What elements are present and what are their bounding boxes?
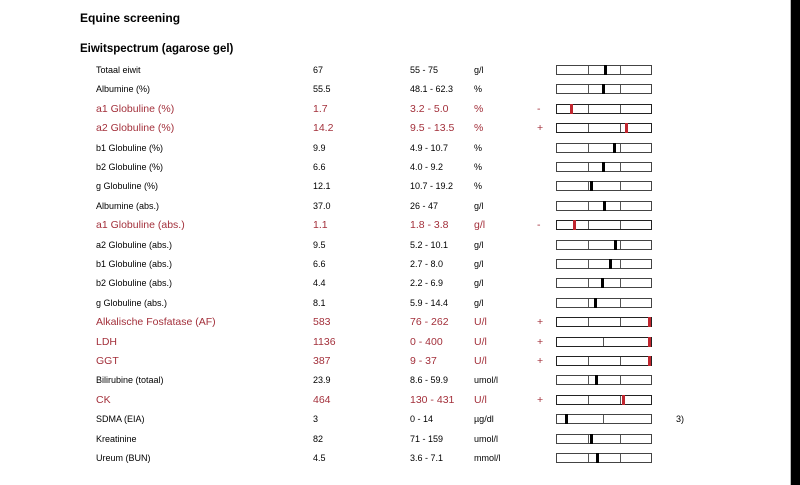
- gauge-marker: [601, 278, 604, 288]
- gauge-tick: [588, 221, 589, 229]
- range-gauge: [556, 453, 652, 463]
- unit: g/l: [474, 297, 484, 308]
- gauge-tick: [588, 454, 589, 462]
- gauge-tick: [588, 124, 589, 132]
- unit: U/l: [474, 393, 487, 406]
- unit: %: [474, 84, 483, 95]
- gauge-tick: [588, 376, 589, 384]
- gauge-tick: [588, 357, 589, 365]
- test-value: 12.1: [313, 181, 331, 192]
- table-row: [0, 391, 790, 410]
- report-title: Equine screening: [80, 11, 181, 25]
- footnote-ref: 3): [676, 414, 685, 425]
- gauge-tick: [620, 124, 621, 132]
- table-row: [0, 430, 790, 449]
- test-name: Totaal eiwit: [96, 65, 141, 75]
- table-row: [0, 236, 790, 255]
- gauge-marker: [590, 181, 593, 191]
- gauge-tick: [620, 260, 621, 268]
- gauge-tick: [620, 144, 621, 152]
- gauge-tick: [620, 376, 621, 384]
- range-gauge: [556, 356, 652, 366]
- gauge-marker: [596, 453, 599, 463]
- gauge-tick: [588, 318, 589, 326]
- gauge-tick: [588, 435, 589, 443]
- reference-range: 48.1 - 62.3: [410, 84, 454, 95]
- test-value: 1.1: [313, 219, 328, 232]
- test-value: 14.2: [313, 122, 334, 135]
- test-value: 82: [313, 433, 324, 444]
- range-gauge: [556, 414, 652, 424]
- unit: %: [474, 162, 483, 172]
- table-row: [0, 119, 790, 138]
- gauge-tick: [620, 85, 621, 93]
- gauge-tick: [620, 299, 621, 307]
- unit: g/l: [474, 200, 484, 211]
- test-value: 583: [313, 316, 331, 329]
- test-name: b2 Globuline (%): [96, 162, 164, 172]
- table-row: [0, 352, 790, 371]
- unit: %: [474, 142, 483, 153]
- test-value: 6.6: [313, 162, 326, 172]
- unit: g/l: [474, 65, 484, 75]
- table-row: [0, 177, 790, 196]
- flag: +: [537, 122, 544, 135]
- range-gauge: [556, 240, 652, 250]
- unit: g/l: [474, 239, 484, 250]
- reference-range: 10.7 - 19.2: [410, 181, 454, 192]
- range-gauge: [556, 434, 652, 444]
- flag: +: [537, 316, 544, 329]
- range-gauge: [556, 220, 652, 230]
- test-value: 4.4: [313, 278, 326, 289]
- test-name: GGT: [96, 355, 119, 367]
- flag: -: [537, 219, 541, 232]
- test-value: 387: [313, 355, 331, 367]
- reference-range: 26 - 47: [410, 200, 439, 211]
- test-name: a1 Globuline (abs.): [96, 219, 185, 232]
- unit: U/l: [474, 316, 487, 329]
- flag: +: [537, 393, 544, 406]
- test-name: Kreatinine: [96, 433, 137, 444]
- unit: umol/l: [474, 375, 499, 386]
- test-name: Ureum (BUN): [96, 453, 151, 463]
- table-row: [0, 274, 790, 293]
- gauge-tick: [620, 357, 621, 365]
- unit: g/l: [474, 278, 484, 289]
- test-value: 1136: [313, 335, 336, 348]
- test-value: 6.6: [313, 259, 326, 269]
- gauge-tick: [588, 144, 589, 152]
- gauge-tick: [588, 260, 589, 268]
- gauge-tick: [588, 105, 589, 113]
- table-row: [0, 449, 790, 468]
- gauge-tick: [588, 163, 589, 171]
- unit: U/l: [474, 335, 487, 348]
- table-row: [0, 158, 790, 177]
- table-row: [0, 371, 790, 390]
- reference-range: 2.7 - 8.0: [410, 259, 444, 269]
- test-value: 67: [313, 65, 324, 75]
- gauge-marker: [602, 162, 605, 172]
- unit: µg/dl: [474, 414, 494, 425]
- test-value: 4.5: [313, 453, 326, 463]
- test-name: b1 Globuline (abs.): [96, 259, 173, 269]
- table-row: [0, 294, 790, 313]
- gauge-marker: [609, 259, 612, 269]
- test-value: 464: [313, 393, 331, 406]
- table-row: [0, 197, 790, 216]
- gauge-marker: [614, 240, 617, 250]
- gauge-tick: [603, 338, 604, 346]
- reference-range: 3.6 - 7.1: [410, 453, 444, 463]
- reference-range: 5.2 - 10.1: [410, 239, 449, 250]
- flag: +: [537, 335, 544, 348]
- reference-range: 4.9 - 10.7: [410, 142, 449, 153]
- gauge-marker: [602, 84, 605, 94]
- gauge-tick: [620, 182, 621, 190]
- test-name: CK: [96, 393, 111, 406]
- reference-range: 4.0 - 9.2: [410, 162, 444, 172]
- test-value: 55.5: [313, 84, 331, 95]
- range-gauge: [556, 375, 652, 385]
- gauge-marker: [648, 337, 651, 347]
- range-gauge: [556, 84, 652, 94]
- reference-range: 1.8 - 3.8: [410, 219, 449, 232]
- test-name: g Globuline (abs.): [96, 297, 168, 308]
- gauge-tick: [620, 396, 621, 404]
- range-gauge: [556, 395, 652, 405]
- unit: %: [474, 102, 484, 115]
- gauge-marker: [648, 356, 651, 366]
- flag: +: [537, 355, 544, 367]
- test-name: a2 Globuline (%): [96, 122, 175, 135]
- test-name: SDMA (EIA): [96, 414, 145, 425]
- section-heading: Eiwitspectrum (agarose gel): [80, 43, 234, 55]
- test-value: 8.1: [313, 297, 326, 308]
- gauge-tick: [620, 318, 621, 326]
- test-name: b1 Globuline (%): [96, 142, 164, 153]
- test-name: Bilirubine (totaal): [96, 375, 164, 386]
- range-gauge: [556, 201, 652, 211]
- test-value: 23.9: [313, 375, 331, 386]
- test-name: b2 Globuline (abs.): [96, 278, 173, 289]
- unit: %: [474, 122, 484, 135]
- unit: %: [474, 181, 483, 192]
- gauge-tick: [620, 202, 621, 210]
- table-row: [0, 333, 790, 352]
- range-gauge: [556, 337, 652, 347]
- test-value: 37.0: [313, 200, 331, 211]
- gauge-tick: [588, 182, 589, 190]
- range-gauge: [556, 162, 652, 172]
- gauge-tick: [588, 66, 589, 74]
- gauge-tick: [588, 241, 589, 249]
- unit: mmol/l: [474, 453, 501, 463]
- reference-range: 9.5 - 13.5: [410, 122, 455, 135]
- gauge-tick: [620, 163, 621, 171]
- gauge-tick: [620, 435, 621, 443]
- table-row: [0, 313, 790, 332]
- flag: -: [537, 102, 541, 115]
- reference-range: 9 - 37: [410, 355, 437, 367]
- range-gauge: [556, 181, 652, 191]
- table-row: [0, 80, 790, 99]
- gauge-tick: [588, 85, 589, 93]
- table-row: [0, 139, 790, 158]
- gauge-marker: [565, 414, 568, 424]
- gauge-tick: [620, 221, 621, 229]
- unit: umol/l: [474, 433, 499, 444]
- range-gauge: [556, 317, 652, 327]
- gauge-tick: [620, 454, 621, 462]
- gauge-tick: [620, 241, 621, 249]
- reference-range: 2.2 - 6.9: [410, 278, 444, 289]
- unit: U/l: [474, 355, 487, 367]
- gauge-marker: [622, 395, 625, 405]
- table-row: [0, 216, 790, 235]
- gauge-marker: [594, 298, 597, 308]
- table-row: [0, 410, 790, 429]
- gauge-marker: [625, 123, 628, 133]
- test-name: g Globuline (%): [96, 181, 159, 192]
- range-gauge: [556, 104, 652, 114]
- gauge-tick: [588, 396, 589, 404]
- reference-range: 0 - 400: [410, 335, 443, 348]
- test-name: LDH: [96, 335, 118, 348]
- gauge-marker: [590, 434, 593, 444]
- reference-range: 5.9 - 14.4: [410, 297, 449, 308]
- test-name: a1 Globuline (%): [96, 102, 175, 115]
- reference-range: 76 - 262: [410, 316, 449, 329]
- gauge-tick: [620, 66, 621, 74]
- range-gauge: [556, 278, 652, 288]
- gauge-tick: [620, 105, 621, 113]
- gauge-tick: [603, 415, 604, 423]
- test-name: Albumine (%): [96, 84, 151, 95]
- gauge-marker: [595, 375, 598, 385]
- gauge-marker: [573, 220, 576, 230]
- reference-range: 8.6 - 59.9: [410, 375, 449, 386]
- reference-range: 3.2 - 5.0: [410, 102, 449, 115]
- gauge-tick: [588, 279, 589, 287]
- test-name: Albumine (abs.): [96, 200, 160, 211]
- test-value: 9.9: [313, 142, 326, 153]
- range-gauge: [556, 143, 652, 153]
- test-value: 1.7: [313, 102, 328, 115]
- table-row: [0, 61, 790, 80]
- reference-range: 71 - 159: [410, 433, 444, 444]
- test-name: a2 Globuline (abs.): [96, 239, 173, 250]
- test-value: 9.5: [313, 239, 326, 250]
- gauge-marker: [570, 104, 573, 114]
- range-gauge: [556, 298, 652, 308]
- gauge-marker: [613, 143, 616, 153]
- gauge-tick: [588, 202, 589, 210]
- range-gauge: [556, 65, 652, 75]
- reference-range: 130 - 431: [410, 393, 455, 406]
- unit: g/l: [474, 259, 484, 269]
- reference-range: 55 - 75: [410, 65, 439, 75]
- range-gauge: [556, 259, 652, 269]
- reference-range: 0 - 14: [410, 414, 434, 425]
- range-gauge: [556, 123, 652, 133]
- gauge-tick: [620, 279, 621, 287]
- gauge-marker: [604, 65, 607, 75]
- unit: g/l: [474, 219, 486, 232]
- table-row: [0, 255, 790, 274]
- test-value: 3: [313, 414, 319, 425]
- gauge-marker: [648, 317, 651, 327]
- gauge-marker: [603, 201, 606, 211]
- table-row: [0, 100, 790, 119]
- gauge-tick: [588, 299, 589, 307]
- test-name: Alkalische Fosfatase (AF): [96, 316, 216, 329]
